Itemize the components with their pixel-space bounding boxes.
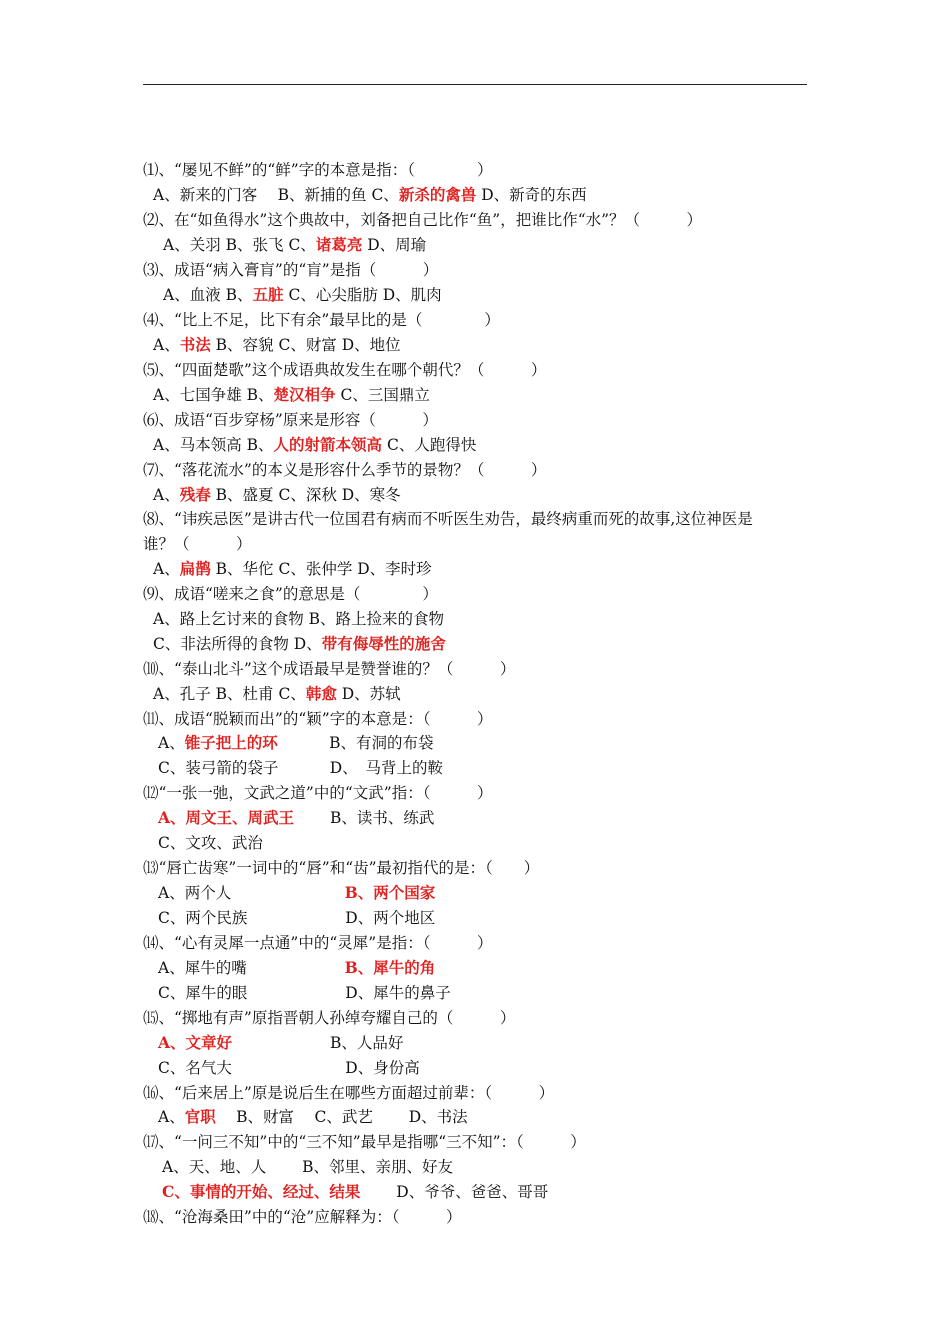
text-line [143,709,492,729]
answer-highlight: A、文章好 [158,1033,233,1052]
text-segment: A、 [153,560,180,578]
text-line [158,808,434,828]
text-line [143,659,515,679]
text-segment: ⑽、“泰山北斗”这个成语最早是赞誉谁的？（ ） [143,660,516,678]
answer-highlight: 人的射箭本领高 [273,435,383,454]
text-segment: C、非法所得的食物 D、 [153,635,322,653]
text-segment: D、爷爷、爸爸、哥哥 [360,1183,549,1201]
answer-highlight: A、周文王、周武王 [158,808,295,827]
text-segment: B、读书、练武 [294,809,435,827]
text-segment: A、犀牛的嘴 [158,959,345,977]
text-line [158,1033,403,1053]
text-segment: C、三国鼎立 [335,386,430,404]
text-segment: B、华佗 C、张仲学 D、李时珍 [210,560,432,578]
text-line [143,1132,586,1152]
text-segment: B、盛夏 C、深秋 D、寒冬 [210,486,401,504]
text-segment: C、名气大 D、身份高 [158,1059,420,1077]
text-line [143,410,438,430]
text-segment: A、 [153,486,180,504]
text-line [158,958,435,978]
text-segment: A、两个人 [158,884,345,902]
text-segment: A、血液 B、 [163,286,253,304]
header-rule [143,84,807,85]
text-line [143,783,492,803]
text-line [143,1083,554,1103]
text-line [158,833,263,853]
text-segment: ⒅、“沧海桑田”中的“沧”应解释为：（ ） [143,1208,462,1226]
text-line [153,609,444,629]
text-segment: ⑾、成语“脱颖而出”的“颖”字的本意是：（ ） [143,710,493,728]
text-segment: B、容貌 C、财富 D、地位 [210,336,401,354]
text-segment: ⑸、“四面楚歌”这个成语典故发生在哪个朝代？（ ） [143,361,547,379]
text-segment: A、马本领高 B、 [153,436,274,454]
text-line [158,733,434,753]
text-line [158,908,435,928]
text-segment: C、文攻、武治 [158,834,263,852]
answer-highlight: 锥子把上的环 [184,733,278,752]
text-segment: A、孔子 B、杜甫 C、 [153,685,306,703]
answer-highlight: C、事情的开始、经过、结果 [162,1182,361,1201]
text-line [153,485,401,505]
text-segment: ⑵、在“如鱼得水”这个典故中，刘备把自己比作“鱼”，把谁比作“水”？（ ） [143,211,703,229]
text-segment: ⑶、成语“病入膏肓”的“肓”是指（ ） [143,261,439,279]
text-line [153,559,432,579]
text-segment: D、苏轼 [336,685,401,703]
text-line [143,310,500,330]
text-segment: ⑹、成语“百步穿杨”原来是形容（ ） [143,411,438,429]
text-line [143,584,438,604]
text-line [153,435,476,455]
text-line [162,1157,453,1177]
text-line [143,858,539,878]
text-line [143,160,492,180]
text-segment: C、装弓箭的袋子 D、 马背上的鞍 [158,759,443,777]
text-segment: ⒀“唇亡齿寒”一词中的“唇”和“齿”最初指代的是：（ ） [143,859,540,877]
answer-highlight: 楚汉相争 [273,385,336,404]
text-line [162,1182,548,1202]
text-segment: A、七国争雄 B、 [153,386,274,404]
answer-highlight: 诸葛亮 [315,235,363,254]
text-segment: A、新来的门客 B、新捕的鱼 C、 [153,186,399,204]
answer-highlight: B、两个国家 [344,883,436,902]
text-segment: ⒃、“后来居上”原是说后生在哪些方面超过前辈：（ ） [143,1084,555,1102]
text-line [143,1008,515,1028]
text-line [158,883,435,903]
text-line [153,335,401,355]
text-line [143,509,753,529]
text-segment: C、人跑得快 [382,436,477,454]
answer-highlight: B、犀牛的角 [344,958,436,977]
text-segment: ⑴、“屡见不鲜”的“鲜”字的本意是指：（ ） [143,161,493,179]
text-segment: D、周瑜 [362,236,427,254]
text-line [163,235,426,255]
text-segment: ⑿“一张一弛，文武之道”中的“文武”指：（ ） [143,784,493,802]
text-line [158,1107,468,1127]
text-line [153,185,587,205]
text-segment: D、新奇的东西 [476,186,587,204]
text-segment: 谁？（ ） [143,535,252,553]
text-segment: ⒄、“一问三不知”中的“三不知”最早是指哪“三不知”：（ ） [143,1133,586,1151]
text-segment: A、 [153,336,180,354]
text-line [143,1207,461,1227]
text-segment: B、人品好 [232,1034,404,1052]
text-line [153,684,401,704]
text-segment: A、路上乞讨来的食物 B、路上捡来的食物 [153,610,445,628]
text-line [163,285,442,305]
text-segment: ⑻、“讳疾忌医”是讲古代一位国君有病而不听医生劝告，最终病重而死的故事,这位神医是 [143,510,753,528]
text-line [158,983,451,1003]
text-segment: C、犀牛的眼 D、犀牛的鼻子 [158,984,451,1002]
text-line [143,260,438,280]
text-segment: C、两个民族 D、两个地区 [158,909,436,927]
text-segment: ⒁、“心有灵犀一点通”中的“灵犀”是指：（ ） [143,934,493,952]
text-segment: ⒂、“掷地有声”原指晋朝人孙绰夸耀自己的（ ） [143,1009,516,1027]
text-line [143,933,492,953]
text-segment: A、天、地、人 B、邻里、亲朋、好友 [162,1158,454,1176]
text-line [153,634,446,654]
answer-highlight: 带有侮辱性的施舍 [321,634,446,653]
text-line [143,360,546,380]
text-segment: C、心尖脂肪 D、肌肉 [283,286,442,304]
text-segment: ⑺、“落花流水”的本义是形容什么季节的景物？（ ） [143,461,547,479]
answer-highlight: 书法 [179,335,211,354]
answer-highlight: 官职 [184,1107,216,1126]
text-segment: A、 [158,734,185,752]
text-segment: B、有洞的布袋 [277,734,434,752]
answer-highlight: 新杀的禽兽 [398,185,477,204]
text-segment: ⑼、成语“嗟来之食”的意思是（ ） [143,585,438,603]
text-line [143,460,546,480]
answer-highlight: 残春 [179,485,211,504]
text-segment: A、 [158,1108,185,1126]
answer-highlight: 韩愈 [305,684,337,703]
text-line [143,210,702,230]
text-line [153,385,430,405]
text-line [158,758,443,778]
text-segment: B、财富 C、武艺 D、书法 [215,1108,468,1126]
text-line [143,534,252,554]
answer-highlight: 扁鹊 [179,559,211,578]
text-segment: ⑷、“比上不足，比下有余”最早比的是（ ） [143,311,500,329]
answer-highlight: 五脏 [252,285,284,304]
text-segment: A、关羽 B、张飞 C、 [163,236,316,254]
text-line [158,1058,420,1078]
